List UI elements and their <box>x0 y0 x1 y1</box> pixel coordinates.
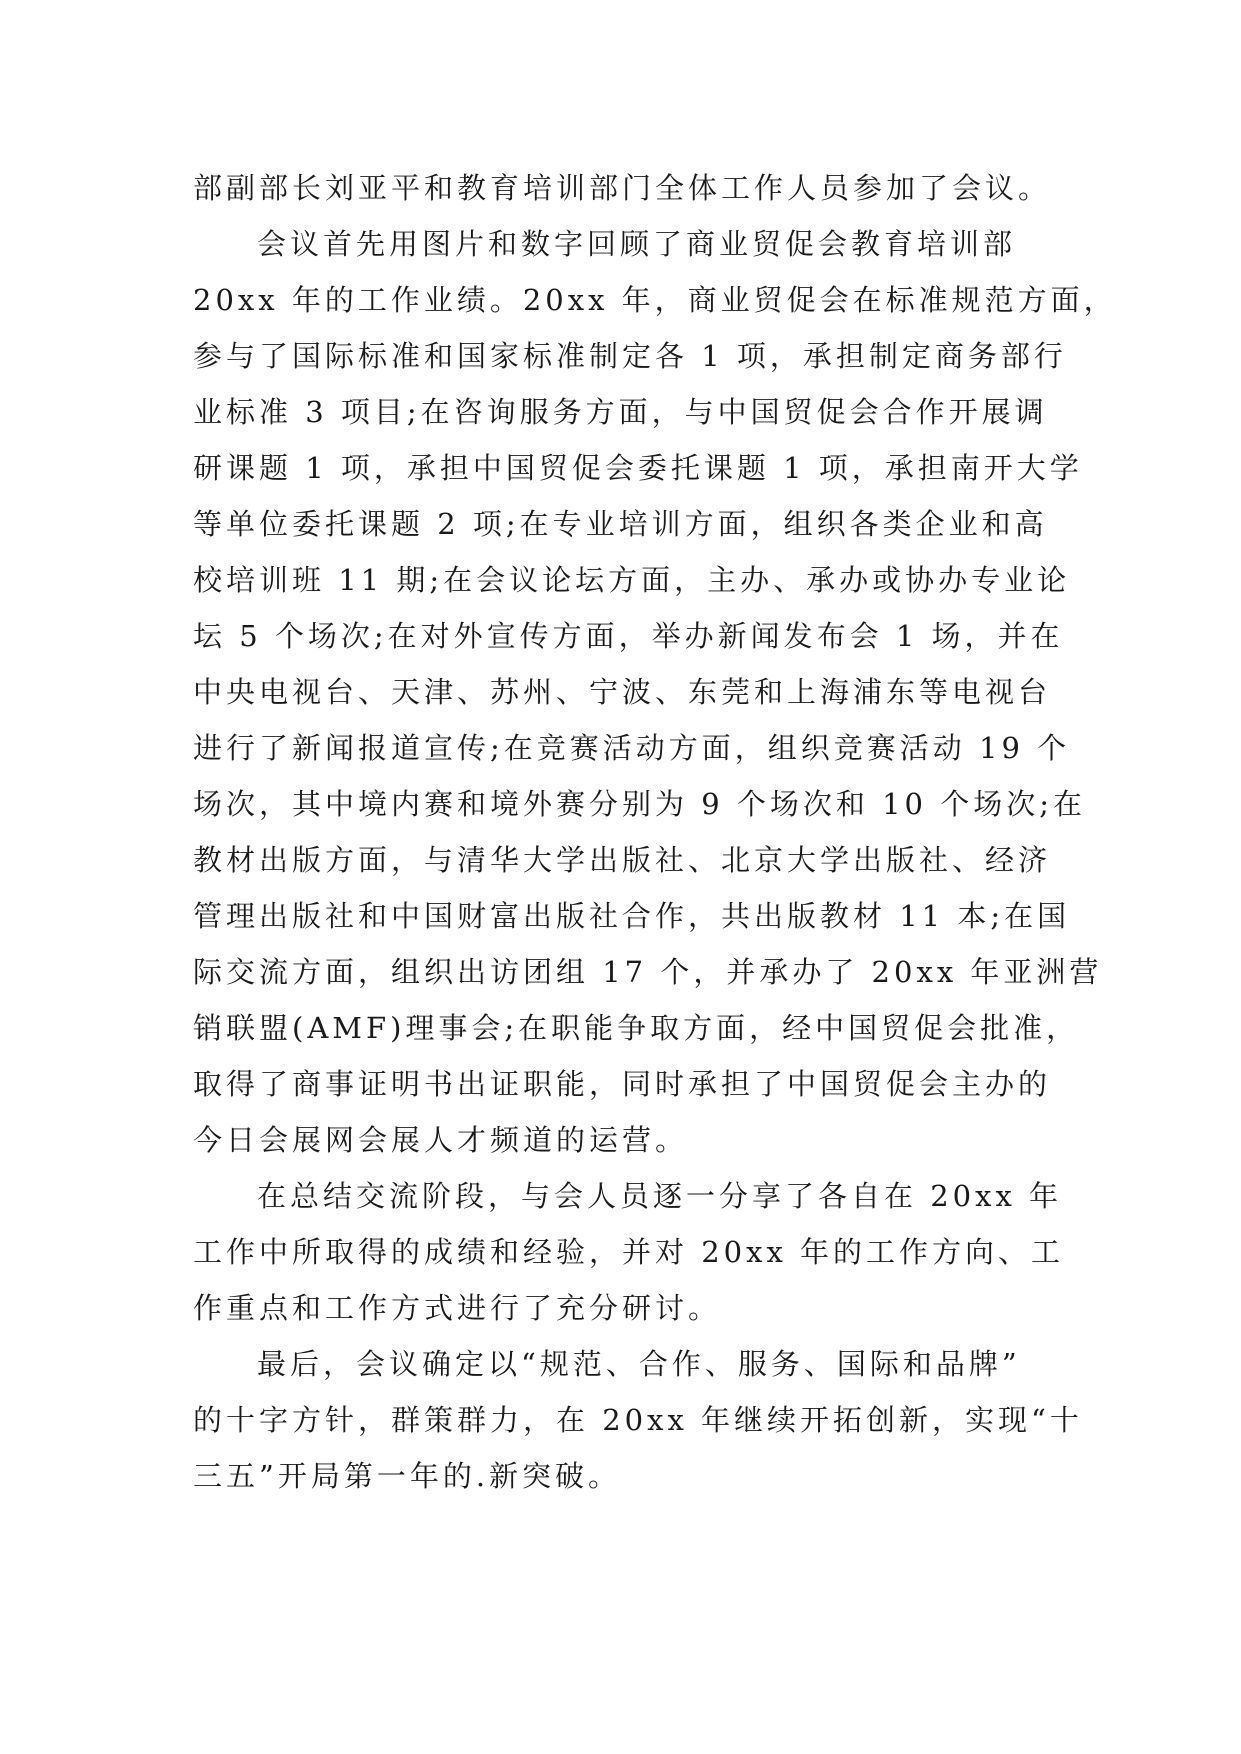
text-line: 部副部长刘亚平和教育培训部门全体工作人员参加了会议。 <box>193 171 1052 205</box>
text-line: 进行了新闻报道宣传;在竞赛活动方面，组织竞赛活动 19 个 <box>193 731 1071 765</box>
paragraph <box>193 160 1073 216</box>
text-line: 际交流方面，组织出访团组 17 个，并承办了 20xx 年亚洲营 <box>193 955 1103 989</box>
text-line: 中央电视台、天津、苏州、宁波、东莞和上海浦东等电视台 <box>193 675 1052 709</box>
text-line: 20xx 年的工作业绩。20xx 年，商业贸促会在标准规范方面， <box>193 283 1117 317</box>
paragraph <box>193 1336 1083 1504</box>
text-line: 作重点和工作方式进行了充分研讨。 <box>193 1291 722 1325</box>
text-line: 销联盟(AMF)理事会;在职能争取方面，经中国贸促会批准， <box>193 1011 1080 1045</box>
text-line: 三五”开局第一年的.新突破。 <box>193 1459 622 1493</box>
text-line: 研课题 1 项，承担中国贸促会委托课题 1 项，承担南开大学 <box>193 451 1083 485</box>
text-line: 业标准 3 项目;在咨询服务方面，与中国贸促会合作开展调 <box>193 395 1048 429</box>
text-line: 最后，会议确定以“规范、合作、服务、国际和品牌” <box>257 1347 1021 1381</box>
paragraph <box>193 216 1117 1168</box>
text-line: 校培训班 11 期;在会议论坛方面，主办、承办或协办专业论 <box>193 563 1071 597</box>
text-line: 教材出版方面，与清华大学出版社、北京大学出版社、经济 <box>193 843 1052 877</box>
text-line: 会议首先用图片和数字回顾了商业贸促会教育培训部 <box>257 227 1017 261</box>
text-line: 参与了国际标准和国家标准制定各 1 项，承担制定商务部行 <box>193 339 1067 373</box>
text-line: 管理出版社和中国财富出版社合作，共出版教材 11 本;在国 <box>193 899 1071 933</box>
text-line: 取得了商事证明书出证职能，同时承担了中国贸促会主办的 <box>193 1067 1052 1101</box>
document-body <box>193 160 1117 1504</box>
text-line: 场次，其中境内赛和境外赛分别为 9 个场次和 10 个场次;在 <box>193 787 1086 821</box>
text-line: 工作中所取得的成绩和经验，并对 20xx 年的工作方向、工 <box>193 1235 1065 1269</box>
text-line: 坛 5 个场次;在对外宣传方面，举办新闻发布会 1 场，并在 <box>193 619 1064 653</box>
text-line: 今日会展网会展人才频道的运营。 <box>193 1123 689 1157</box>
text-line: 在总结交流阶段，与会人员逐一分享了各自在 20xx 年 <box>257 1179 1063 1213</box>
paragraph <box>193 1168 1073 1336</box>
text-line: 的十字方针，群策群力，在 20xx 年继续开拓创新，实现“十 <box>193 1403 1083 1437</box>
text-line: 等单位委托课题 2 项;在专业培训方面，组织各类企业和高 <box>193 507 1048 541</box>
